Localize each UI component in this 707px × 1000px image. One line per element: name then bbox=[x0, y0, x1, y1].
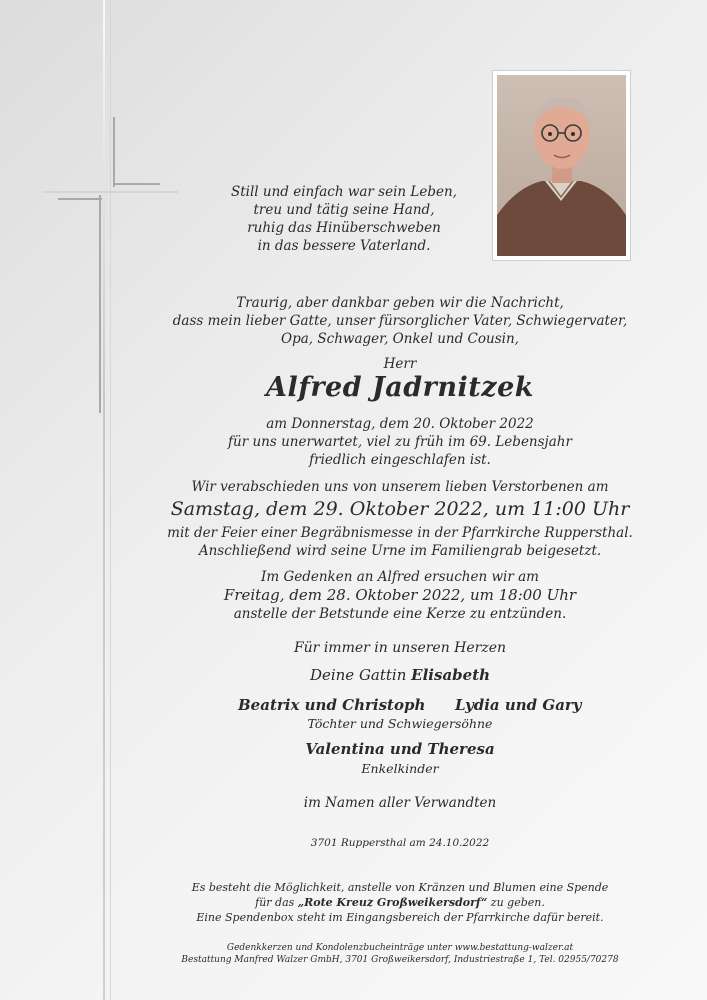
funeral-line: mit der Feier einer Begräbnismesse in der Pfarrkirche Ruppersthal. bbox=[167, 525, 633, 541]
footer bbox=[120, 942, 680, 966]
wife-name: Elisabeth bbox=[411, 666, 491, 684]
memorial-date: Freitag, dem 28. Oktober 2022, um 18:00 Uhr bbox=[223, 586, 577, 604]
relatives-line: im Namen aller Verwandten bbox=[303, 795, 497, 811]
donation-prefix: für das bbox=[255, 896, 295, 909]
poem bbox=[200, 183, 488, 255]
poem-line: ruhig das Hinüberschweben bbox=[247, 220, 441, 236]
death-details bbox=[120, 415, 680, 469]
memorial-intro: Im Gedenken an Alfred ersuchen wir am bbox=[261, 569, 539, 585]
cross-icon-top bbox=[113, 117, 115, 187]
wife-line bbox=[120, 666, 680, 684]
donation-suffix: zu geben. bbox=[490, 896, 545, 909]
cross-icon-arm-right bbox=[115, 183, 160, 185]
intro-line: Opa, Schwager, Onkel und Cousin, bbox=[281, 331, 519, 347]
cross-icon-stem bbox=[99, 195, 101, 413]
donation-organization: „Rote Kreuz Großweikersdorf“ bbox=[297, 896, 488, 909]
cross-icon-arm-left bbox=[58, 198, 102, 200]
memorial-note: anstelle der Betstunde eine Kerze zu entzünden. bbox=[233, 606, 567, 622]
daughter-family: Beatrix und Christoph bbox=[238, 696, 426, 714]
poem-line: Still und einfach war sein Leben, bbox=[231, 184, 457, 200]
intro-line: dass mein lieber Gatte, unser fürsorglicher Vater, Schwiegervater, bbox=[172, 313, 628, 329]
poem-line: in das bessere Vaterland. bbox=[257, 238, 431, 254]
donation-line: Es besteht die Möglichkeit, anstelle von Kränzen und Blumen eine Spende bbox=[191, 881, 609, 894]
grandchildren-relation: Enkelkinder bbox=[361, 761, 439, 776]
wife-prefix: Deine Gattin bbox=[309, 666, 407, 684]
daughter-family: Lydia und Gary bbox=[455, 696, 582, 714]
death-line: für uns unerwartet, viel zu früh im 69. Lebensjahr bbox=[228, 434, 572, 450]
footer-line: Gedenkkerzen und Kondolenzbucheinträge unter www.bestattung-walzer.at bbox=[226, 943, 574, 953]
death-line: am Donnerstag, dem 20. Oktober 2022 bbox=[266, 416, 534, 432]
decorative-line bbox=[103, 0, 105, 1000]
forever-line: Für immer in unseren Herzen bbox=[293, 640, 507, 656]
footer-line: Bestattung Manfred Walzer GmbH, 3701 Großweikersdorf, Industriestraße 1, Tel. 02955/70278 bbox=[181, 955, 619, 965]
donation-line: Eine Spendenbox steht im Eingangsbereich der Pfarrkirche dafür bereit. bbox=[196, 911, 604, 924]
honorific: Herr bbox=[383, 356, 417, 372]
farewell-text: Wir verabschieden uns von unserem lieben Verstorbenen am bbox=[191, 479, 609, 495]
decorative-line bbox=[110, 0, 111, 1000]
funeral-details bbox=[120, 524, 680, 560]
donation-note bbox=[120, 880, 680, 925]
cross-icon bbox=[42, 191, 178, 193]
announcement-intro bbox=[120, 294, 680, 348]
deceased-name: Alfred Jadrnitzek bbox=[266, 372, 534, 403]
poem-line: treu und tätig seine Hand, bbox=[253, 202, 435, 218]
daughters-relation: Töchter und Schwiegersöhne bbox=[307, 716, 493, 731]
funeral-line: Anschließend wird seine Urne im Familiengrab beigesetzt. bbox=[198, 543, 602, 559]
funeral-date: Samstag, dem 29. Oktober 2022, um 11:00 Uhr bbox=[170, 498, 630, 520]
place-date: 3701 Ruppersthal am 24.10.2022 bbox=[310, 837, 490, 849]
intro-line: Traurig, aber dankbar geben wir die Nachricht, bbox=[236, 295, 564, 311]
grandchildren-names: Valentina und Theresa bbox=[305, 740, 495, 758]
death-line: friedlich eingeschlafen ist. bbox=[309, 452, 491, 468]
portrait-image bbox=[497, 75, 626, 256]
portrait-photo bbox=[492, 70, 631, 261]
donation-line bbox=[120, 895, 680, 910]
